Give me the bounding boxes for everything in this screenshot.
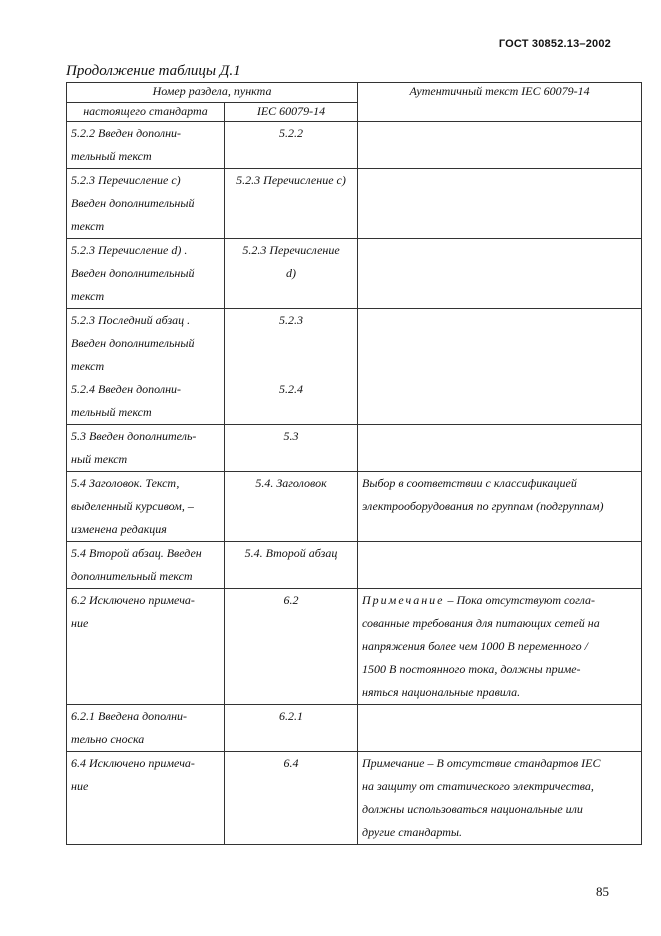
cell-section: 5.3 Введен дополнитель- ный текст [67, 425, 225, 472]
cell-iec-ref: 6.4 [225, 752, 358, 845]
table-row [67, 705, 642, 752]
cell-authentic-text: Примечание – Пока отсутствуют согла- сованные требования для питающих сетей на напряжения более чем 1000 В переменного / 1500 В постоянного тока, должны приме- няться национальные правила. [358, 589, 642, 705]
table-row [67, 309, 642, 425]
col-group-header: Номер раздела, пункта [67, 83, 358, 103]
col2-header: IEC 60079-14 [225, 103, 358, 122]
table-row [67, 542, 642, 589]
cell-iec-ref: 5.2.3 Перечисление с) [225, 169, 358, 239]
cell-authentic-text [358, 239, 642, 309]
cell-section: 5.4 Второй абзац. Введен дополнительный текст [67, 542, 225, 589]
table-caption: Продолжение таблицы Д.1 [66, 63, 241, 79]
table-row [67, 752, 642, 845]
table-row [67, 169, 642, 239]
cell-iec-ref: 5.4. Второй абзац [225, 542, 358, 589]
table-row [67, 239, 642, 309]
cell-authentic-text [358, 122, 642, 169]
note-label: Примечание [362, 593, 445, 607]
cell-iec-ref: 6.2.1 [225, 705, 358, 752]
cell-authentic-text [358, 309, 642, 425]
document-code: ГОСТ 30852.13–2002 [498, 38, 611, 50]
cell-section: 5.2.2 Введен дополни- тельный текст [67, 122, 225, 169]
cell-authentic-text: Примечание – В отсутствие стандартов IEC на защиту от статического электричества, должны использоваться национальные или другие стандарты. [358, 752, 642, 845]
col3-header: Аутентичный текст IEC 60079-14 [358, 83, 642, 122]
cell-iec-ref: 5.2.2 [225, 122, 358, 169]
cell-section: 6.2 Исключено примеча- ние [67, 589, 225, 705]
cell-authentic-text [358, 542, 642, 589]
cell-section: 5.2.3 Перечисление с) Введен дополнительный текст [67, 169, 225, 239]
cell-iec-ref: 5.2.3 5.2.4 [225, 309, 358, 425]
cell-section: 6.2.1 Введена дополни- тельно сноска [67, 705, 225, 752]
col1-header: настоящего стандарта [67, 103, 225, 122]
cell-iec-ref: 5.4. Заголовок [225, 472, 358, 542]
cell-section: 5.4 Заголовок. Текст, выделенный курсивом, – изменена редакция [67, 472, 225, 542]
cell-iec-ref: 5.2.3 Перечисление d) [225, 239, 358, 309]
cell-iec-ref: 6.2 [225, 589, 358, 705]
correspondence-table [66, 82, 642, 845]
cell-section: 5.2.3 Последний абзац . Введен дополнительный текст 5.2.4 Введен дополни- тельный текст [67, 309, 225, 425]
cell-authentic-text [358, 169, 642, 239]
cell-authentic-text: Выбор в соответствии с классификацией электрооборудования по группам (подгруппам) [358, 472, 642, 542]
cell-authentic-text [358, 705, 642, 752]
table-row [67, 472, 642, 542]
table-row [67, 122, 642, 169]
cell-section: 5.2.3 Перечисление d) . Введен дополнительный текст [67, 239, 225, 309]
table-row [67, 425, 642, 472]
cell-authentic-text [358, 425, 642, 472]
page-number: 85 [596, 884, 609, 899]
table-row [67, 589, 642, 705]
cell-section: 6.4 Исключено примеча- ние [67, 752, 225, 845]
cell-iec-ref: 5.3 [225, 425, 358, 472]
